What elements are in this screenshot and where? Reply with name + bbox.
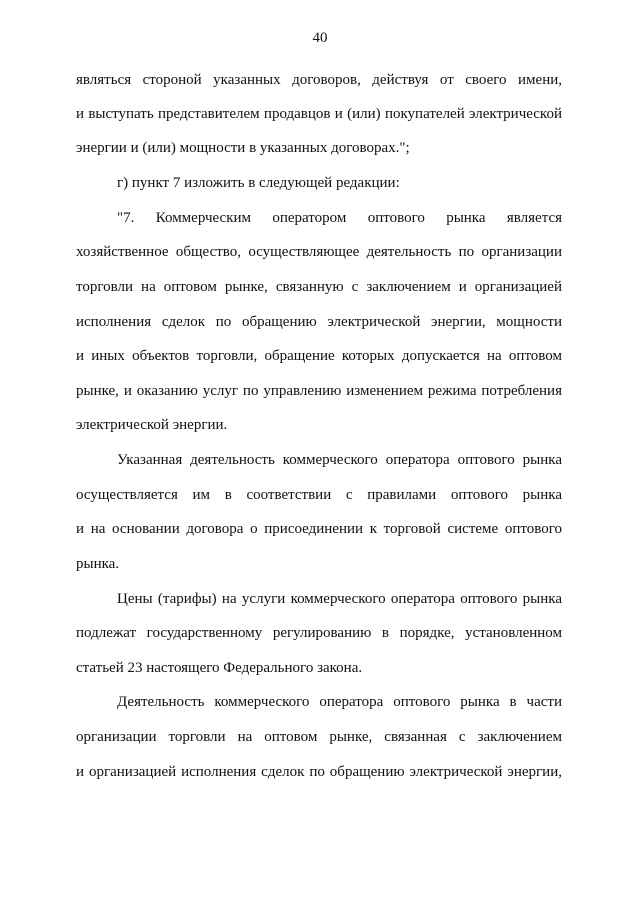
text-line: и на основании договора о присоединении к торговой системе оптового xyxy=(76,521,562,537)
text-line: "7. Коммерческим оператором оптового рынка является xyxy=(117,210,562,226)
text-line: исполнения сделок по обращению электрической энергии, мощности xyxy=(76,314,562,330)
text-line: электрической энергии. xyxy=(76,417,228,433)
text-line: осуществляется им в соответствии с правилами оптового рынка xyxy=(76,487,562,503)
text-line: подлежат государственному регулированию в порядке, установленном xyxy=(76,625,562,641)
text-line: г) пункт 7 изложить в следующей редакции: xyxy=(117,175,400,191)
text-line: энергии и (или) мощности в указанных договорах."; xyxy=(76,140,410,156)
text-line: статьей 23 настоящего Федерального закона. xyxy=(76,660,363,676)
text-line: Цены (тарифы) на услуги коммерческого оператора оптового рынка xyxy=(117,591,562,607)
text-line: Указанная деятельность коммерческого оператора оптового рынка xyxy=(117,452,562,468)
text-line: являться стороной указанных договоров, действуя от своего имени, xyxy=(76,72,562,88)
text-line: рынка. xyxy=(76,556,120,572)
page-number: 40 xyxy=(312,30,328,46)
text-line: рынке, и оказанию услуг по управлению изменением режима потребления xyxy=(76,383,562,399)
text-line: организации торговли на оптовом рынке, связанная с заключением xyxy=(76,729,562,745)
text-line: торговли на оптовом рынке, связанную с заключением и организацией xyxy=(76,279,562,295)
text-line: хозяйственное общество, осуществляющее деятельность по организации xyxy=(76,244,562,260)
text-line: и организацией исполнения сделок по обращению электрической энергии, xyxy=(76,764,562,780)
text-line: Деятельность коммерческого оператора оптового рынка в части xyxy=(117,694,562,710)
text-line: и выступать представителем продавцов и (или) покупателей электрической xyxy=(76,106,562,122)
text-line: и иных объектов торговли, обращение которых допускается на оптовом xyxy=(76,348,562,364)
